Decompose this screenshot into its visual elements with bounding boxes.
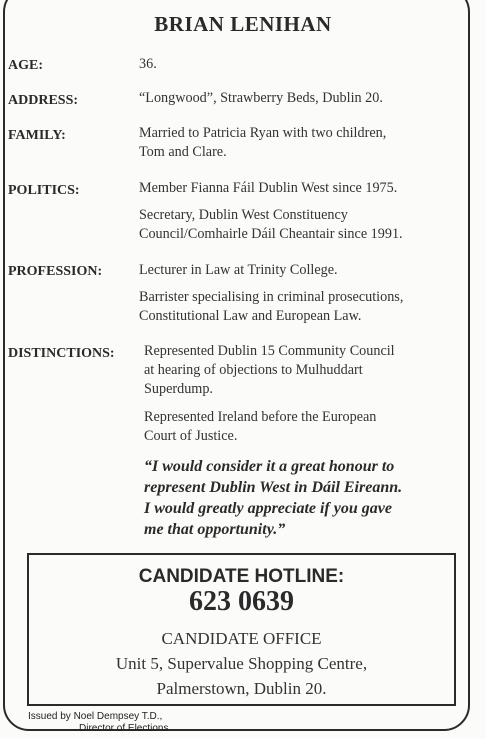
quote-line-1: “I would consider it a great honour to [144, 458, 395, 475]
office-address-line-1: Unit 5, Supervalue Shopping Centre, [115, 654, 368, 673]
hotline-box [27, 553, 456, 706]
quote-line-3: I would greatly appreciate if you gave [144, 500, 392, 517]
candidate-name: BRIAN LENIHAN [154, 12, 332, 36]
quote-line-4: me that opportunity.” [144, 521, 286, 538]
profession-line-2: Barrister specialising in criminal prosecutions, [139, 289, 404, 305]
address-label: ADDRESS: [8, 93, 79, 108]
office-heading: CANDIDATE OFFICE [161, 629, 322, 648]
profession-label: PROFESSION: [8, 264, 103, 279]
quote-line-2: represent Dublin West in Dáil Eireann. [144, 479, 403, 496]
age-value: 36. [139, 56, 157, 72]
politics-line-1: Member Fianna Fáil Dublin West since 1975. [139, 180, 398, 196]
hotline-title: CANDIDATE HOTLINE: [138, 566, 345, 587]
distinctions-line-1: Represented Dublin 15 Community Council [144, 343, 395, 359]
distinctions-line-4: Represented Ireland before the European [144, 409, 377, 425]
distinctions-line-2: at hearing of objections to Mulhuddart [144, 362, 363, 378]
office-address-line-2: Palmerstown, Dublin 20. [156, 679, 327, 698]
hotline-number: 623 0639 [189, 586, 294, 617]
distinctions-line-3: Superdump. [144, 381, 213, 397]
profession-line-3: Constitutional Law and European Law. [139, 308, 362, 324]
candidate-quote [144, 456, 464, 540]
family-line-1: Married to Patricia Ryan with two children, [139, 125, 387, 141]
distinctions-line-5: Court of Justice. [144, 428, 238, 444]
profession-line-1: Lecturer in Law at Trinity College. [139, 262, 338, 278]
age-label: AGE: [8, 58, 43, 73]
issued-by [28, 711, 168, 735]
distinctions-label: DISTINCTIONS: [8, 346, 115, 361]
issued-by-line-2: Director of Elections [79, 723, 169, 734]
issued-by-line-1: Issued by Noel Dempsey T.D., [28, 711, 163, 722]
politics-line-3: Council/Comhairle Dáil Cheantair since 1991. [139, 226, 403, 242]
family-line-2: Tom and Clare. [139, 144, 227, 160]
politics-line-2: Secretary, Dublin West Constituency [139, 207, 348, 223]
politics-label: POLITICS: [8, 183, 80, 198]
address-value: “Longwood”, Strawberry Beds, Dublin 20. [139, 90, 383, 106]
family-label: FAMILY: [8, 128, 66, 143]
